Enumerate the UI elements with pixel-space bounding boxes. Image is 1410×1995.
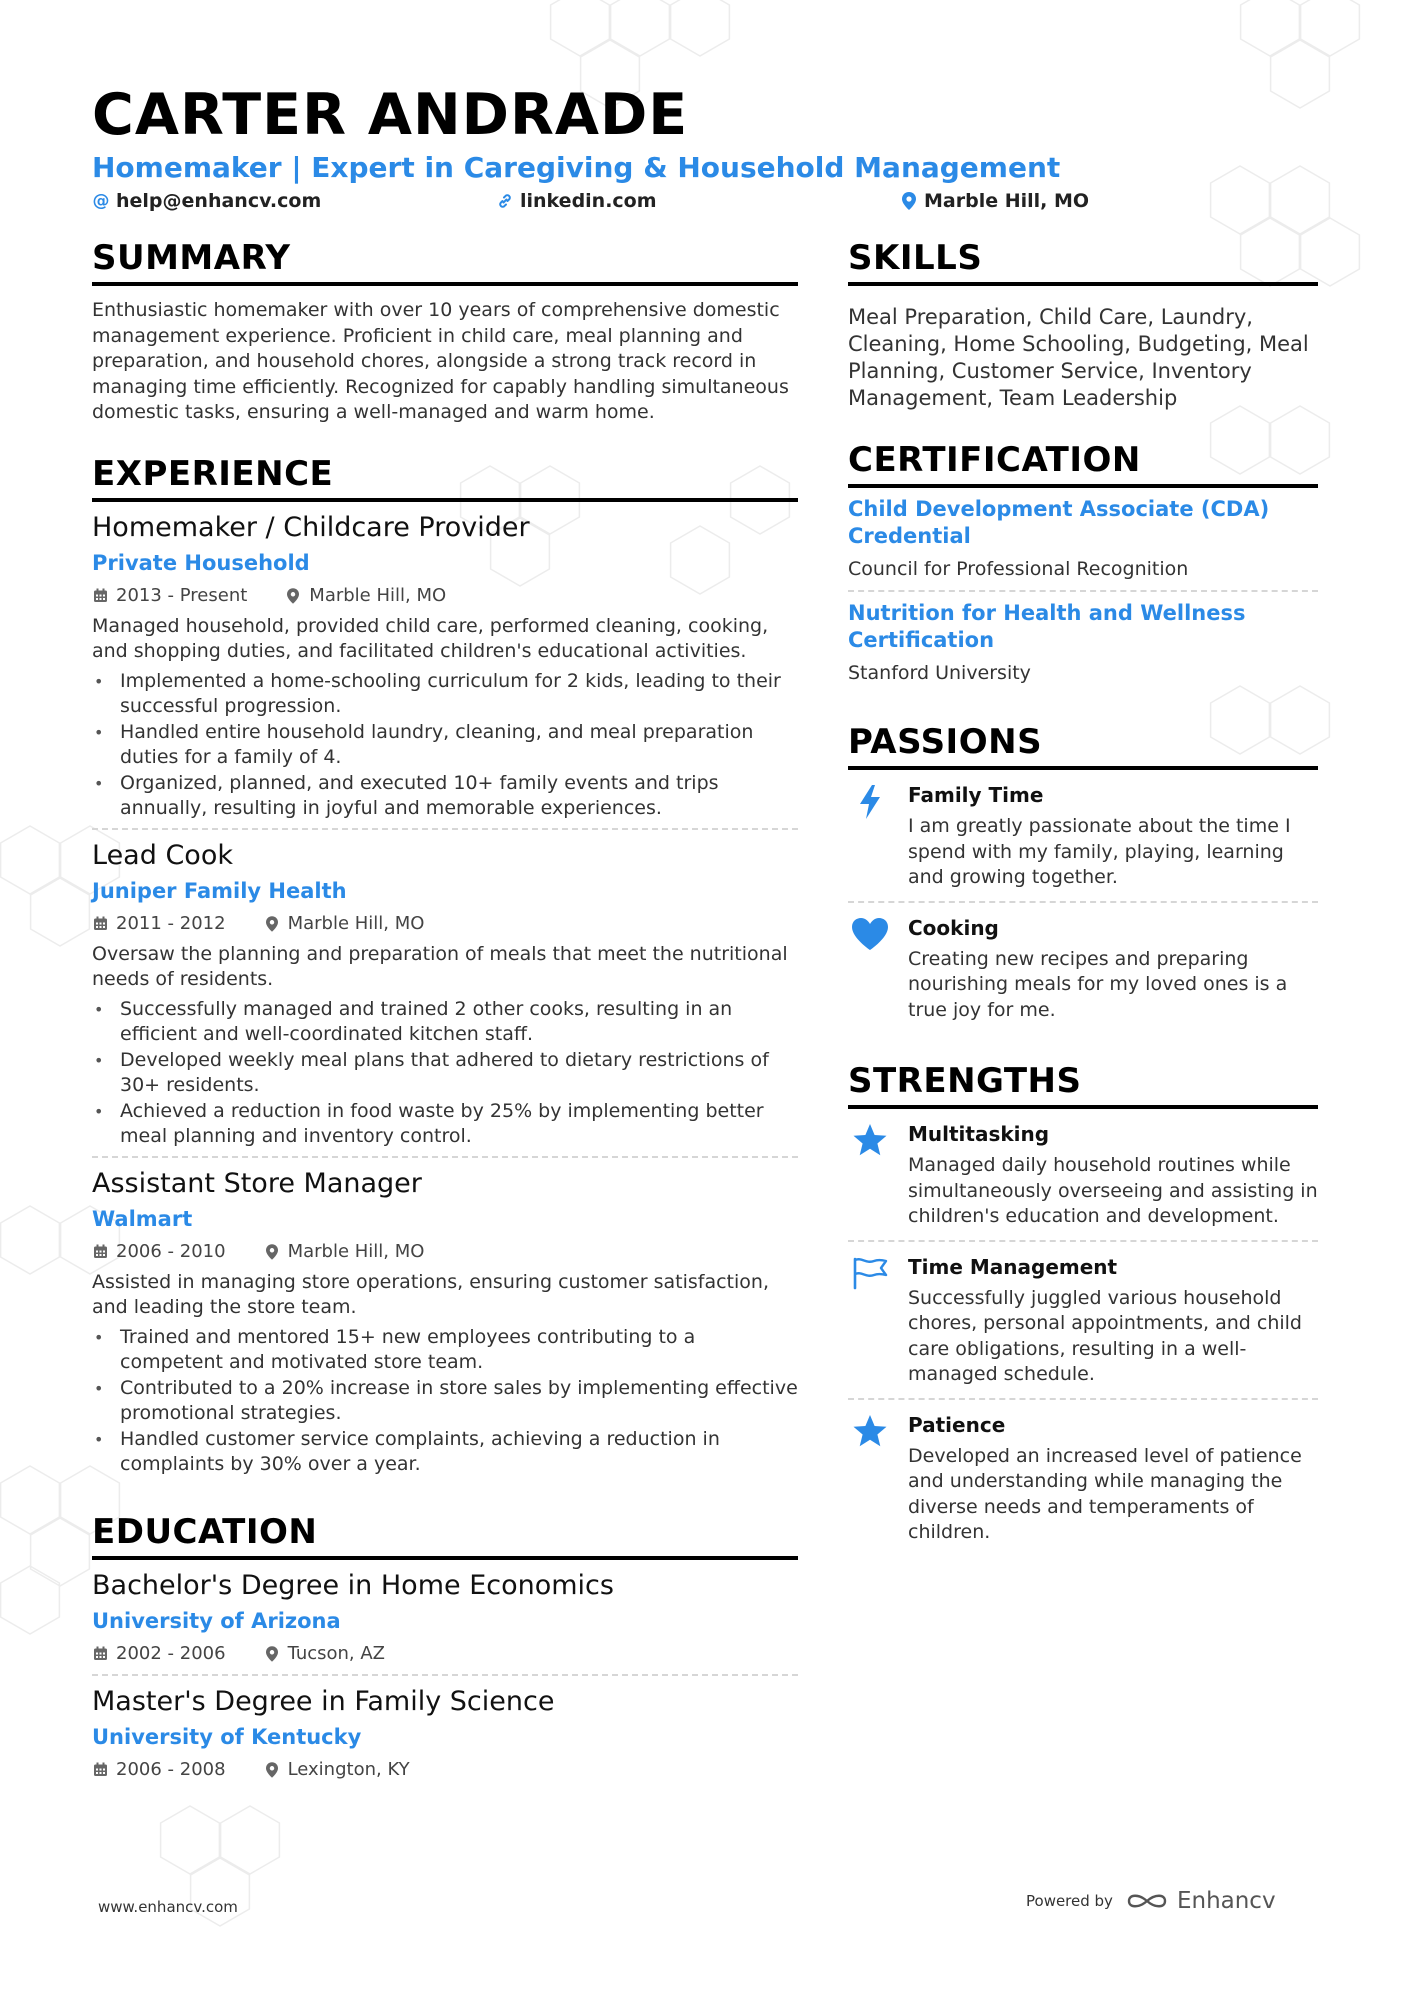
passion-entry-title: Cooking	[908, 915, 999, 940]
location-text: Lexington, KY	[287, 1758, 410, 1780]
location-text: Marble Hill, MO	[287, 912, 425, 934]
date-range: 2011 - 2012	[116, 912, 226, 934]
passions-list	[848, 770, 1318, 1033]
education-section	[92, 1512, 798, 1790]
map-pin-icon	[264, 916, 280, 932]
strength-entry	[848, 1109, 1318, 1242]
certification-issuer: Council for Professional Recognition	[848, 558, 1189, 580]
education-list	[92, 1560, 798, 1790]
education-entry	[92, 1676, 798, 1790]
degree-title: Master's Degree in Family Science	[92, 1685, 555, 1717]
enhancv-logo-icon	[1125, 1890, 1169, 1912]
meta-row	[92, 1238, 798, 1266]
location-text: Marble Hill, MO	[287, 1240, 425, 1262]
skills-heading: SKILLS	[848, 238, 1318, 286]
certification-list	[848, 488, 1318, 694]
job-description: Oversaw the planning and preparation of meals that meet the nutritional needs of residents.	[92, 942, 788, 990]
passion-entry-body	[908, 915, 1318, 1024]
certification-entry	[848, 488, 1318, 592]
footer-branding	[1026, 1888, 1276, 1914]
location-text: Marble Hill, MO	[924, 190, 1090, 212]
achievement-item: • Trained and mentored 15+ new employees contributing to a competent and motivated store team.	[92, 1325, 798, 1376]
experience-section	[92, 454, 798, 1484]
certification-entry	[848, 592, 1318, 694]
strength-entry-title: Time Management	[908, 1254, 1118, 1279]
contact-email[interactable]	[92, 190, 321, 212]
certification-heading: CERTIFICATION	[848, 440, 1318, 488]
star-icon	[848, 1412, 892, 1546]
skills-section	[848, 238, 1318, 412]
company-name: Juniper Family Health	[92, 878, 347, 903]
summary-heading: SUMMARY	[92, 238, 798, 286]
education-heading: EDUCATION	[92, 1512, 798, 1560]
map-pin-icon	[900, 192, 918, 210]
summary-text: Enthusiastic homemaker with over 10 years of comprehensive domestic management experience. Proficient in child care, meal planning and preparation, and household chores, alongside a strong track record in managing time efficiently. Recognized for capably handling simultaneous domestic tasks, ensuring a well-managed and warm home.	[92, 299, 789, 423]
summary-section	[92, 238, 798, 426]
strength-entry-description: Managed daily household routines while simultaneously overseeing and assisting in children's education and development.	[908, 1154, 1318, 1227]
map-pin-icon	[264, 1646, 280, 1662]
star-icon	[848, 1121, 892, 1230]
calendar-icon	[92, 1646, 108, 1661]
achievement-list	[92, 997, 798, 1150]
strength-entry-description: Successfully juggled various household chores, personal appointments, and child care obligations, resulting in a well-managed schedule.	[908, 1286, 1302, 1385]
company-name: Walmart	[92, 1206, 193, 1231]
strengths-heading: STRENGTHS	[848, 1061, 1318, 1109]
contact-location	[900, 190, 1089, 212]
strength-entry-title: Patience	[908, 1412, 1006, 1437]
passions-heading: PASSIONS	[848, 722, 1318, 770]
powered-by-text: Powered by	[1026, 1892, 1113, 1910]
calendar-icon	[92, 588, 108, 603]
passion-entry-body	[908, 782, 1318, 891]
contact-row	[92, 190, 1092, 216]
footer-website[interactable]: www.enhancv.com	[98, 1898, 238, 1916]
certification-issuer: Stanford University	[848, 662, 1031, 684]
strengths-section	[848, 1061, 1318, 1556]
location-text: Tucson, AZ	[287, 1642, 386, 1664]
left-column	[92, 238, 798, 1818]
passion-entry	[848, 770, 1318, 903]
date-range: 2002 - 2006	[116, 1642, 226, 1664]
contact-linkedin[interactable]	[496, 190, 657, 212]
passion-entry-title: Family Time	[908, 783, 1044, 807]
strength-entry-body	[908, 1121, 1318, 1230]
experience-entry	[92, 830, 798, 1158]
skills-text: Meal Preparation, Child Care, Laundry, Cleaning, Home Schooling, Budgeting, Meal Planning, Customer Service, Inventory Management, Team Leadership	[848, 305, 1309, 410]
meta-row	[92, 1640, 798, 1668]
strengths-list	[848, 1109, 1318, 1556]
linkedin-text: linkedin.com	[520, 190, 657, 212]
degree-title: Bachelor's Degree in Home Economics	[92, 1569, 614, 1601]
lightning-bolt-icon	[848, 782, 892, 891]
experience-entry	[92, 1158, 798, 1484]
passion-entry-description: I am greatly passionate about the time I spend with my family, playing, learning and growing together.	[908, 815, 1291, 888]
passion-entry	[848, 903, 1318, 1034]
achievement-item: • Handled customer service complaints, achieving a reduction in complaints by 30% over a year.	[92, 1427, 798, 1478]
experience-list	[92, 502, 798, 1484]
location-text: Marble Hill, MO	[309, 584, 447, 606]
calendar-icon	[92, 1244, 108, 1259]
school-name: University of Arizona	[92, 1608, 341, 1633]
experience-heading: EXPERIENCE	[92, 454, 798, 502]
link-icon	[496, 193, 514, 209]
map-pin-icon	[264, 1244, 280, 1260]
achievement-item: • Contributed to a 20% increase in store sales by implementing effective promotional strategies.	[92, 1376, 798, 1427]
certification-section	[848, 440, 1318, 694]
right-column	[848, 238, 1318, 1584]
flag-icon	[848, 1254, 892, 1388]
achievement-item: • Developed weekly meal plans that adhered to dietary restrictions of 30+ residents.	[92, 1048, 798, 1099]
strength-entry	[848, 1242, 1318, 1400]
achievement-item: • Handled entire household laundry, cleaning, and meal preparation duties for a family of 4.	[92, 720, 798, 771]
calendar-icon	[92, 1762, 108, 1777]
achievement-item: • Implemented a home-schooling curriculum for 2 kids, leading to their successful progression.	[92, 669, 798, 720]
date-range: 2013 - Present	[116, 584, 248, 606]
education-entry	[92, 1560, 798, 1676]
strength-entry-body	[908, 1254, 1318, 1388]
strength-entry-body	[908, 1412, 1318, 1546]
certification-name: Child Development Associate (CDA) Credential	[848, 497, 1270, 548]
candidate-title: Homemaker | Expert in Caregiving & Household Management	[92, 151, 1061, 184]
passions-section	[848, 722, 1318, 1033]
achievement-list	[92, 669, 798, 822]
meta-row	[92, 582, 798, 610]
meta-row	[92, 910, 798, 938]
calendar-icon	[92, 916, 108, 931]
meta-row	[92, 1756, 798, 1784]
achievement-item: • Achieved a reduction in food waste by 25% by implementing better meal planning and inventory control.	[92, 1099, 798, 1150]
job-description: Managed household, provided child care, performed cleaning, cooking, and shopping duties, and facilitated children's educational activities.	[92, 614, 769, 662]
job-title: Lead Cook	[92, 839, 233, 871]
achievement-item: • Organized, planned, and executed 10+ family events and trips annually, resulting in joyful and memorable experiences.	[92, 771, 798, 822]
job-title: Homemaker / Childcare Provider	[92, 511, 530, 543]
strength-entry-description: Developed an increased level of patience and understanding while managing the diverse needs and temperaments of children.	[908, 1444, 1302, 1543]
strength-entry	[848, 1400, 1318, 1556]
experience-entry	[92, 502, 798, 830]
candidate-name: CARTER ANDRADE	[92, 82, 689, 148]
company-name: Private Household	[92, 550, 310, 575]
achievement-list	[92, 1325, 798, 1478]
enhancv-brand[interactable]	[1125, 1888, 1276, 1914]
school-name: University of Kentucky	[92, 1724, 362, 1749]
job-title: Assistant Store Manager	[92, 1167, 422, 1199]
date-range: 2006 - 2008	[116, 1758, 226, 1780]
heart-icon	[848, 915, 892, 1024]
job-description: Assisted in managing store operations, ensuring customer satisfaction, and leading the store team.	[92, 1270, 769, 1318]
map-pin-icon	[264, 1762, 280, 1778]
passion-entry-description: Creating new recipes and preparing nourishing meals for my loved ones is a true joy for me.	[908, 947, 1288, 1021]
strength-entry-title: Multitasking	[908, 1122, 1050, 1146]
certification-name: Nutrition for Health and Wellness Certification	[848, 601, 1246, 652]
map-pin-icon	[285, 588, 301, 604]
achievement-item: • Successfully managed and trained 2 other cooks, resulting in an efficient and well-coordinated kitchen staff.	[92, 997, 798, 1048]
at-icon: @	[92, 191, 110, 211]
email-text: help@enhancv.com	[116, 190, 322, 212]
date-range: 2006 - 2010	[116, 1240, 226, 1262]
brand-name: Enhancv	[1176, 1888, 1276, 1914]
